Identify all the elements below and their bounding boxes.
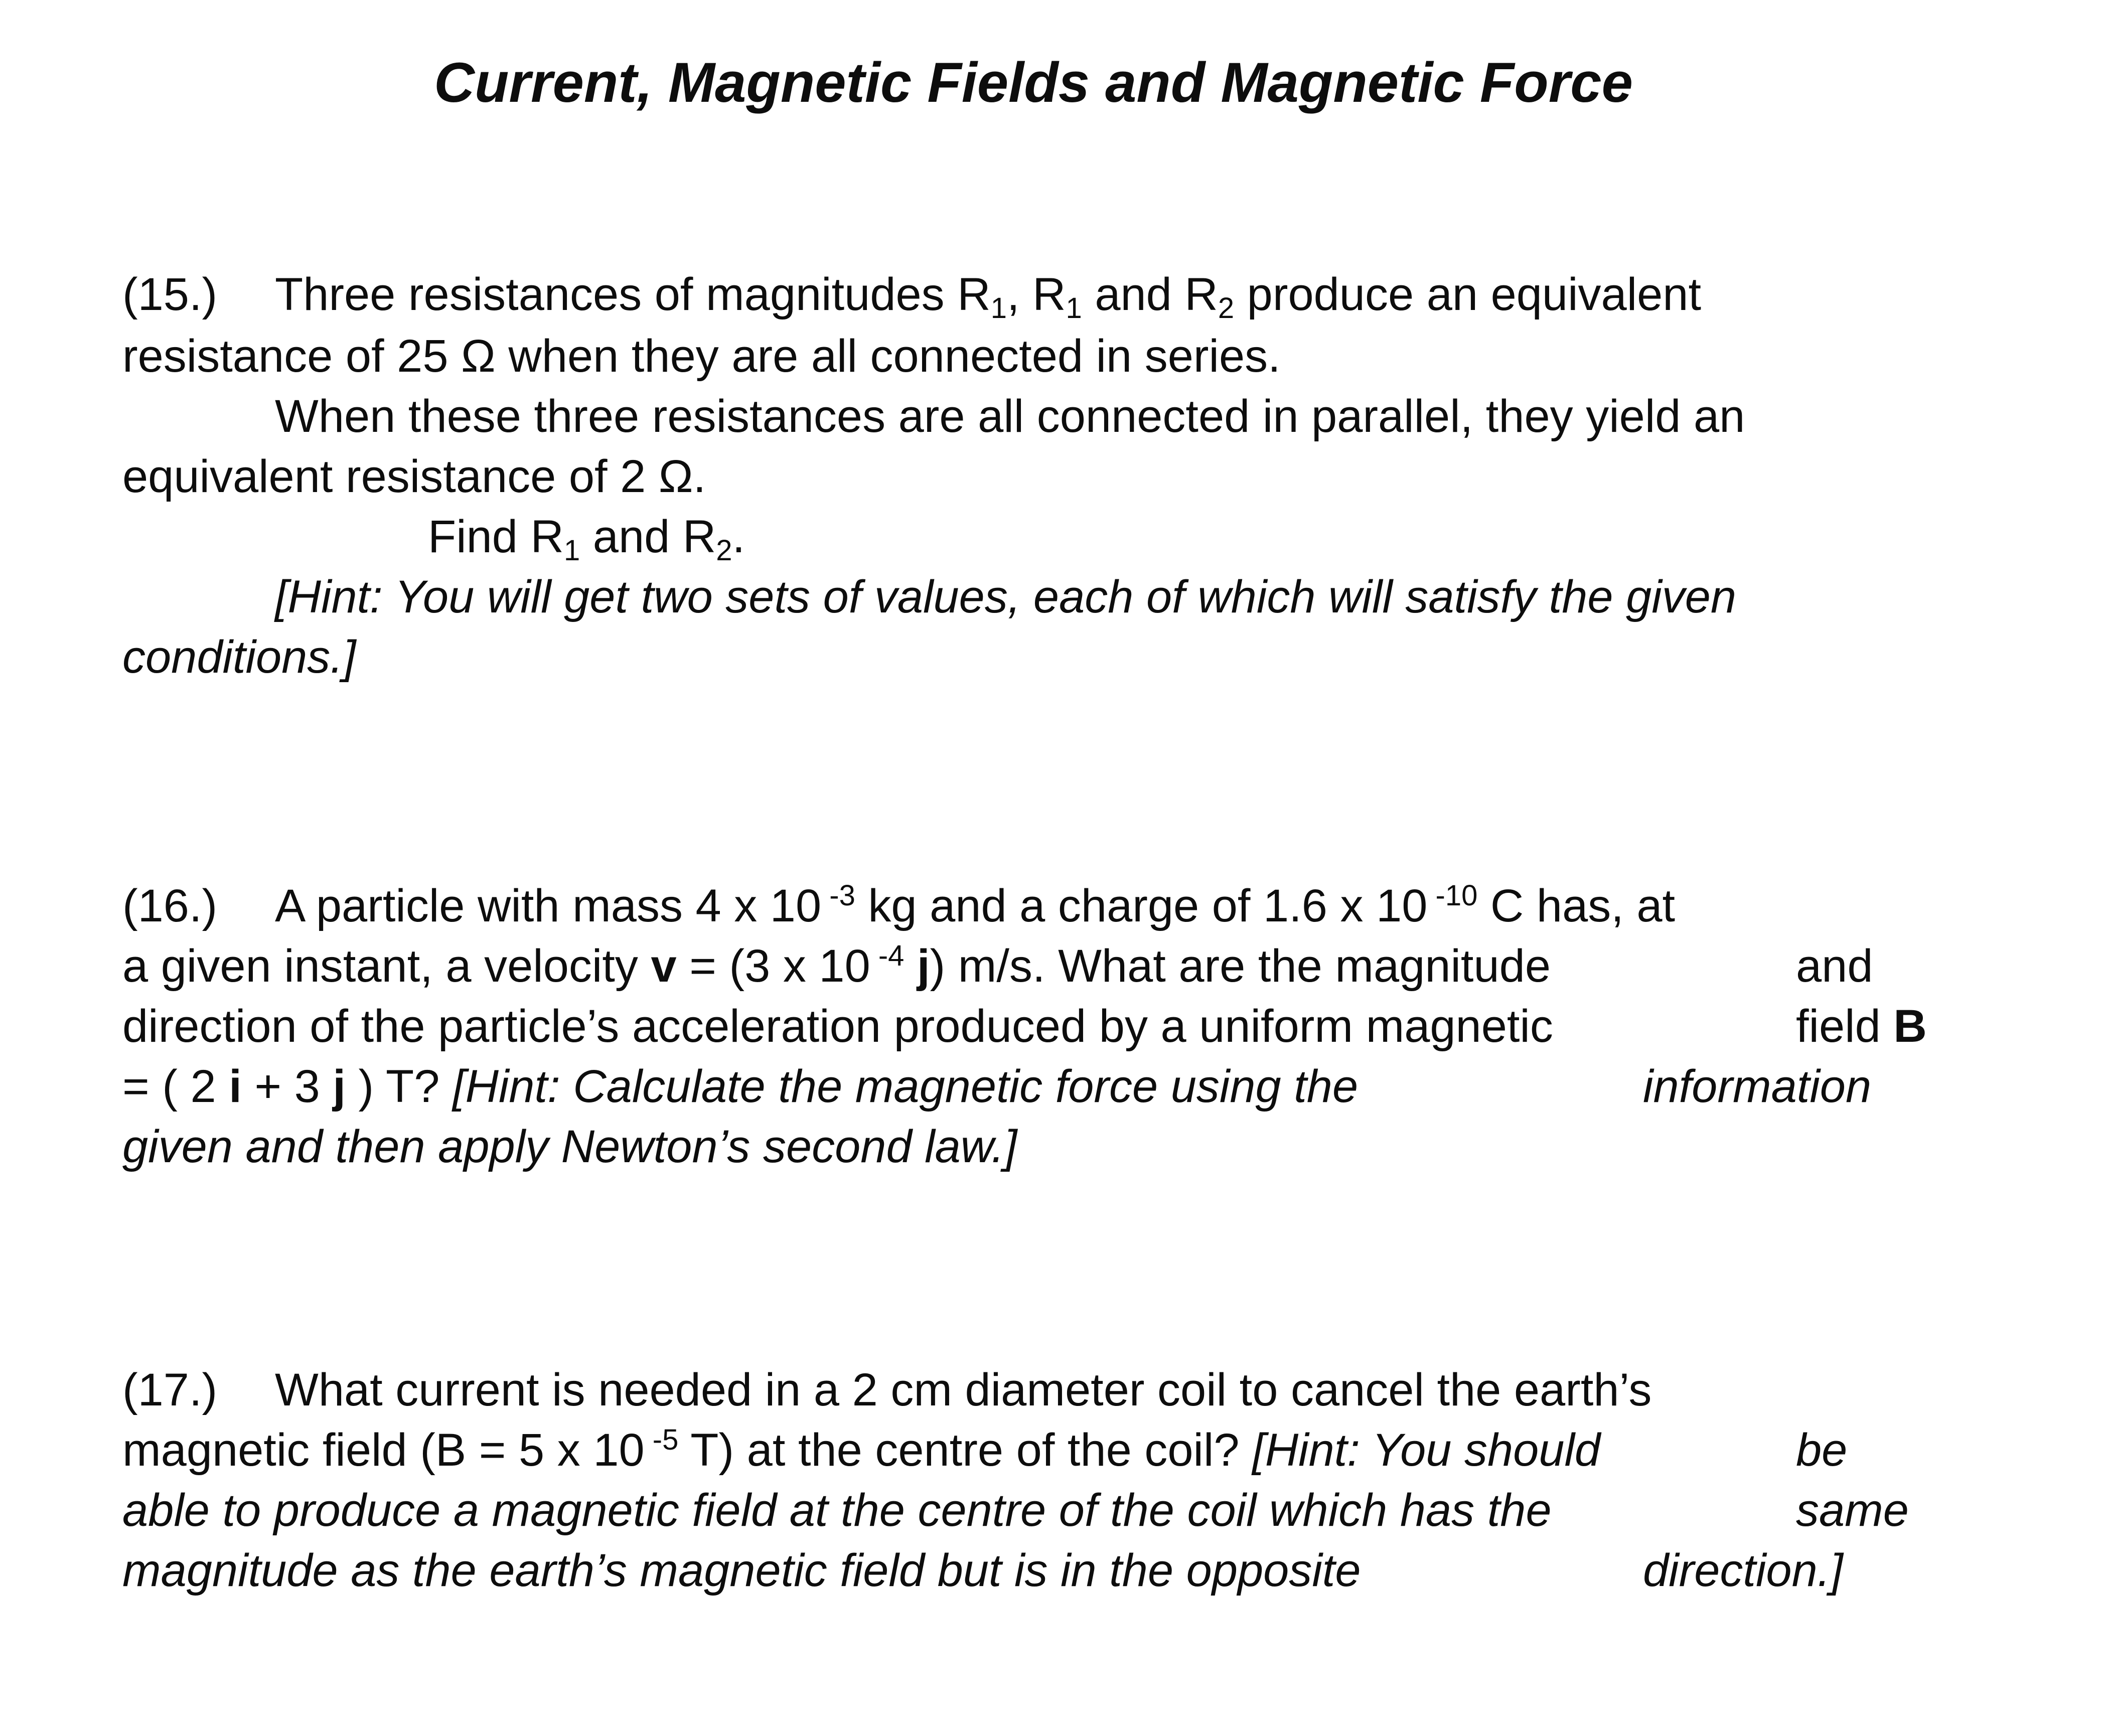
q16-line-5: given and then apply Newton’s second law.] bbox=[122, 1121, 1017, 1172]
q17-line-2 bbox=[122, 1420, 1600, 1480]
q17-line-3-end: same bbox=[1796, 1485, 1909, 1536]
q15-text: and R bbox=[1082, 269, 1218, 320]
q17-line-2-end: be bbox=[1796, 1425, 1848, 1476]
subscript: 2 bbox=[1218, 292, 1235, 325]
subscript: 1 bbox=[990, 292, 1007, 325]
subscript: 2 bbox=[716, 534, 732, 567]
q16-line-3-end bbox=[1796, 996, 1927, 1056]
q15-text: produce an equivalent bbox=[1234, 269, 1702, 320]
q17-hint: [Hint: You should bbox=[1252, 1425, 1601, 1476]
q16-text: ) m/s. What are the magnitude bbox=[930, 940, 1551, 992]
q15-line-2: resistance of 25 Ω when they are all connected in series. bbox=[122, 331, 1281, 382]
q17-text: T) at the centre of the coil? bbox=[678, 1425, 1253, 1476]
unit-vector-j: j bbox=[904, 940, 930, 992]
unit-vector-j: j bbox=[333, 1061, 346, 1112]
q15-hint-line-2: conditions.] bbox=[122, 632, 356, 683]
q16-text: ) T? bbox=[345, 1061, 453, 1112]
q17-number: (17.) bbox=[122, 1364, 218, 1415]
q16-line-3: direction of the particle’s acceleration produced by a uniform magnetic bbox=[122, 1001, 1553, 1052]
exponent: -10 bbox=[1427, 879, 1478, 912]
q16-line-4 bbox=[122, 1056, 1358, 1117]
q17-line-3: able to produce a magnetic field at the centre of the coil which has the bbox=[122, 1485, 1552, 1536]
unit-vector-i: i bbox=[229, 1061, 242, 1112]
q15-number: (15.) bbox=[122, 269, 218, 320]
q16-text: A particle with mass 4 x 10 bbox=[275, 880, 822, 931]
page-title: Current, Magnetic Fields and Magnetic Force bbox=[434, 51, 1633, 114]
q16-line-2-end: and bbox=[1796, 940, 1873, 992]
q15-text: . bbox=[732, 511, 745, 562]
subscript: 1 bbox=[1066, 292, 1082, 325]
q16-text: field bbox=[1796, 1001, 1894, 1052]
q15-text: Three resistances of magnitudes R bbox=[275, 269, 991, 320]
exponent: -3 bbox=[821, 879, 855, 912]
vector-v: v bbox=[651, 940, 677, 992]
q16-hint: [Hint: Calculate the magnetic force using the bbox=[452, 1061, 1359, 1112]
q15-line-1-text bbox=[275, 264, 1701, 325]
q16-line-1 bbox=[275, 876, 1675, 936]
vector-B: B bbox=[1893, 1001, 1927, 1052]
q16-text: = (3 x 10 bbox=[676, 940, 870, 992]
q15-text: Find R bbox=[428, 511, 564, 562]
q16-text: a given instant, a velocity bbox=[122, 940, 651, 992]
q15-line-5 bbox=[428, 507, 745, 567]
q16-number: (16.) bbox=[122, 880, 218, 931]
q16-text: kg and a charge of 1.6 x 10 bbox=[855, 880, 1428, 931]
q15-hint-line-1: [Hint: You will get two sets of values, each of which will satisfy the given bbox=[275, 571, 1737, 622]
exponent: -5 bbox=[644, 1424, 679, 1457]
q16-line-4-end: information bbox=[1643, 1061, 1872, 1112]
q16-text: C has, at bbox=[1477, 880, 1676, 931]
subscript: 1 bbox=[563, 534, 580, 567]
q16-line-2 bbox=[122, 936, 1551, 996]
q15-line-1 bbox=[122, 264, 217, 325]
q15-text: , R bbox=[1006, 269, 1066, 320]
q15-line-4: equivalent resistance of 2 Ω. bbox=[122, 451, 706, 502]
q17-line-4-end: direction.] bbox=[1643, 1545, 1843, 1596]
q16-text: = ( 2 bbox=[122, 1061, 229, 1112]
q15-text: and R bbox=[580, 511, 716, 562]
q15-line-3: When these three resistances are all connected in parallel, they yield an bbox=[275, 391, 1745, 442]
q17-line-4: magnitude as the earth’s magnetic field but is in the opposite bbox=[122, 1545, 1361, 1596]
exponent: -4 bbox=[870, 939, 905, 973]
q17-text: magnetic field (B = 5 x 10 bbox=[122, 1425, 645, 1476]
q17-line-1: What current is needed in a 2 cm diameter coil to cancel the earth’s bbox=[275, 1364, 1652, 1415]
q16-text: + 3 bbox=[241, 1061, 333, 1112]
